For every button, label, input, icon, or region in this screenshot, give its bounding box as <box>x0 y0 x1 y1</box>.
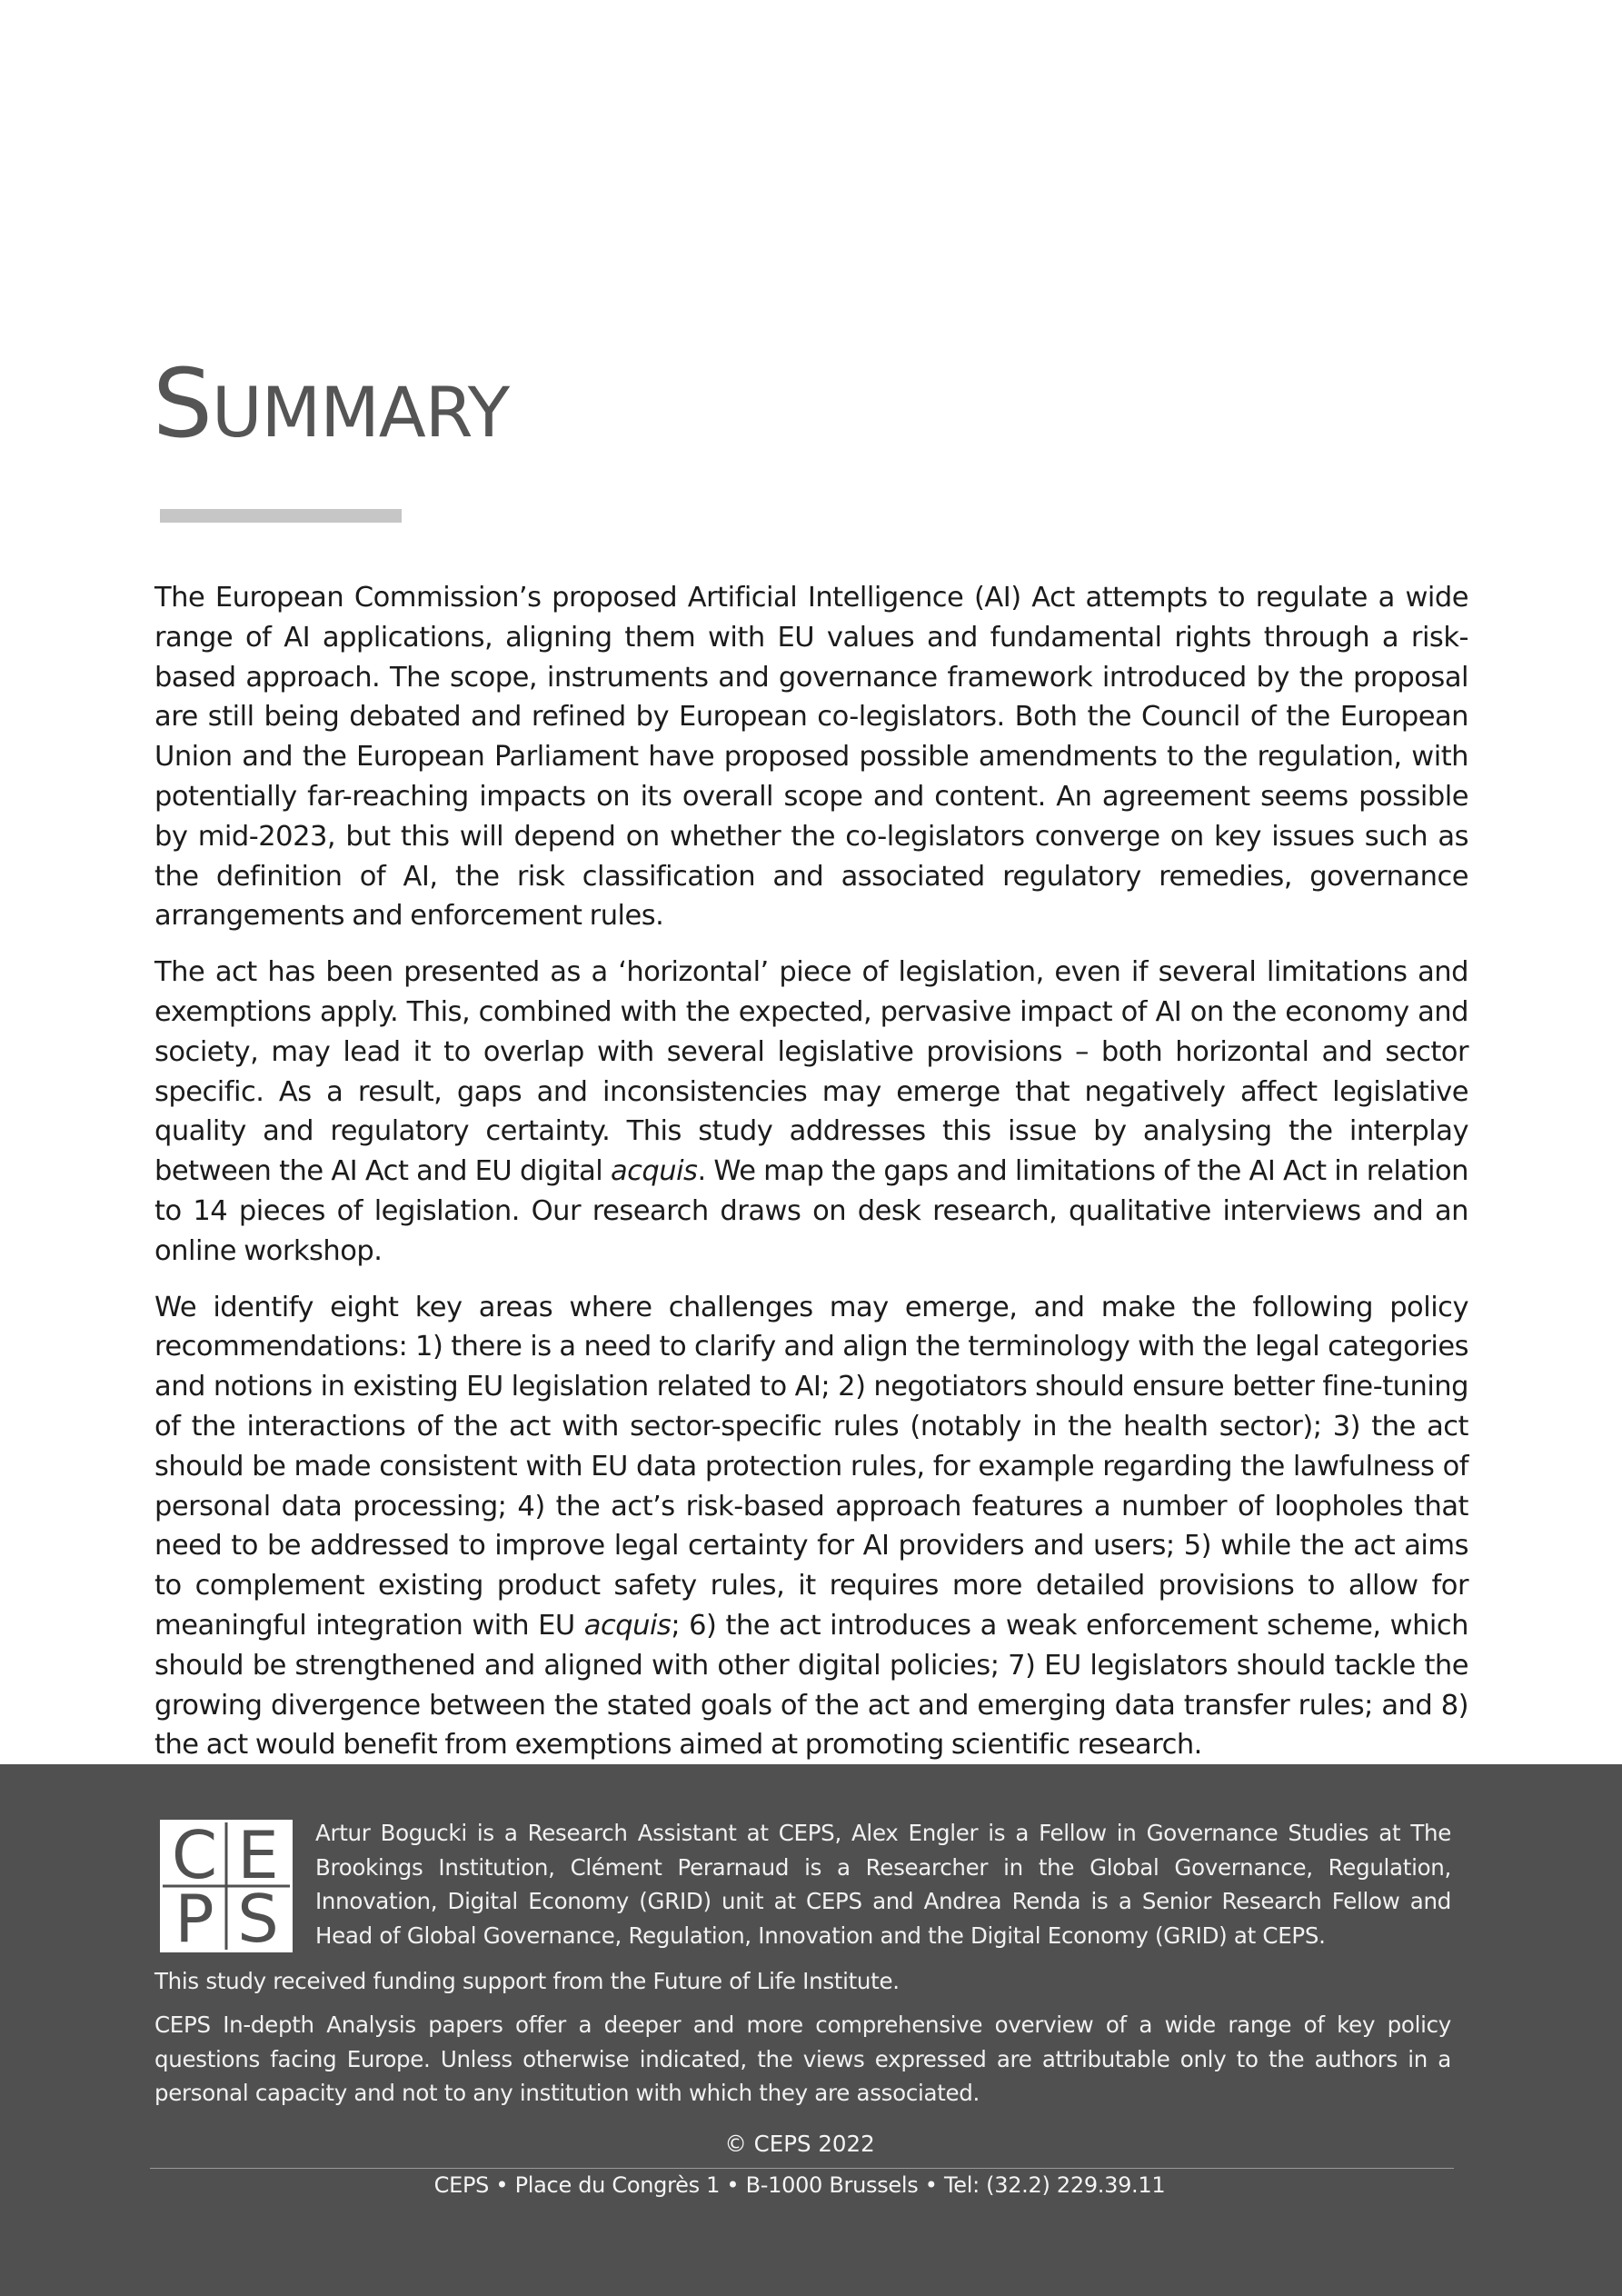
page-title-initial: S <box>153 348 213 459</box>
italic-term: acquis <box>610 1155 698 1188</box>
ceps-logo-graphic <box>163 1822 290 1950</box>
logo-letter: C <box>171 1822 218 1893</box>
author-bios: Artur Bogucki is a Research Assistant at CEPS, Alex Engler is a Fellow in Governance Studies at The Brookings Institution, Clément Perarnaud is a Researcher in the Global Governance, Regulation, Innovation, Digital Economy (GRID) unit at CEPS and Andrea Renda is a Senior Research Fellow and Head of Global Governance, Regulation, Innovation and the Digital Economy (GRID) at CEPS. <box>315 1820 1451 1949</box>
copyright: © CEPS 2022 <box>724 2131 875 2157</box>
publisher-address: CEPS • Place du Congrès 1 • B-1000 Brussels • Tel: (32.2) 229.39.11 <box>433 2172 1166 2198</box>
summary-body <box>154 578 1468 1782</box>
logo-letter: P <box>174 1881 214 1950</box>
summary-paragraph-1: The European Commission’s proposed Artificial Intelligence (AI) Act attempts to regulate a wide range of AI applications, aligning them with EU values and fundamental rights through a risk-based approach. The scope, instruments and governance framework introduced by the proposal are still being debated and refined by European co-legislators. Both the Council of the European Union and the European Parliament have proposed possible amendments to the regulation, with potentially far-reaching impacts on its overall scope and content. An agreement seems possible by mid-2023, but this will depend on whether the co-legislators converge on key issues such as the definition of AI, the risk classification and associated regulatory remedies, governance arrangements and enforcement rules. <box>154 582 1468 933</box>
page-title <box>153 349 509 467</box>
title-underline <box>160 509 402 523</box>
funding-note: This study received funding support from the Future of Life Institute. <box>154 1968 900 1994</box>
page-title-rest: UMMARY <box>212 372 510 453</box>
series-description: CEPS In-depth Analysis papers offer a deeper and more comprehensive overview of a wide range of key policy questions facing Europe. Unless otherwise indicated, the views expressed are attributable only to the authors in a personal capacity and not to any institution with which they are associated. <box>154 2011 1451 2107</box>
italic-term: acquis <box>583 1609 672 1642</box>
ceps-logo <box>160 1820 293 1952</box>
summary-paragraph-2: The act has been presented as a ‘horizontal’ piece of legislation, even if several limitations and exemptions apply. This, combined with the expected, pervasive impact of AI on the economy and society, may lead it to overlap with several legislative provisions – both horizontal and sector specific. As a result, gaps and inconsistencies may emerge that negatively affect legislative quality and regulatory certainty. This study addresses this issue by analysing the interplay between the AI Act and EU digital acquis. We map the gaps and limitations of the AI Act in relation to 14 pieces of legislation. Our research draws on desk research, qualitative interviews and an online workshop. <box>154 956 1468 1267</box>
summary-paragraph-3: We identify eight key areas where challenges may emerge, and make the following policy recommendations: 1) there is a need to clarify and align the terminology with the legal categories and notions in existing EU legislation related to AI; 2) negotiators should ensure better fine-tuning of the interactions of the act with sector-specific rules (notably in the health sector); 3) the act should be made consistent with EU data protection rules, for example regarding the lawfulness of personal data processing; 4) the act’s risk-based approach features a number of loopholes that need to be addressed to improve legal certainty for AI providers and users; 5) while the act aims to complement existing product safety rules, it requires more detailed provisions to allow for meaningful integration with EU acquis; 6) the act introduces a weak enforcement scheme, which should be strengthened and aligned with other digital policies; 7) EU legislators should tackle the growing divergence between the stated goals of the act and emerging data transfer rules; and 8) the act would benefit from exemptions aimed at promoting scientific research. <box>154 1291 1469 1762</box>
logo-letter: E <box>237 1822 279 1893</box>
logo-letter: S <box>237 1881 279 1950</box>
